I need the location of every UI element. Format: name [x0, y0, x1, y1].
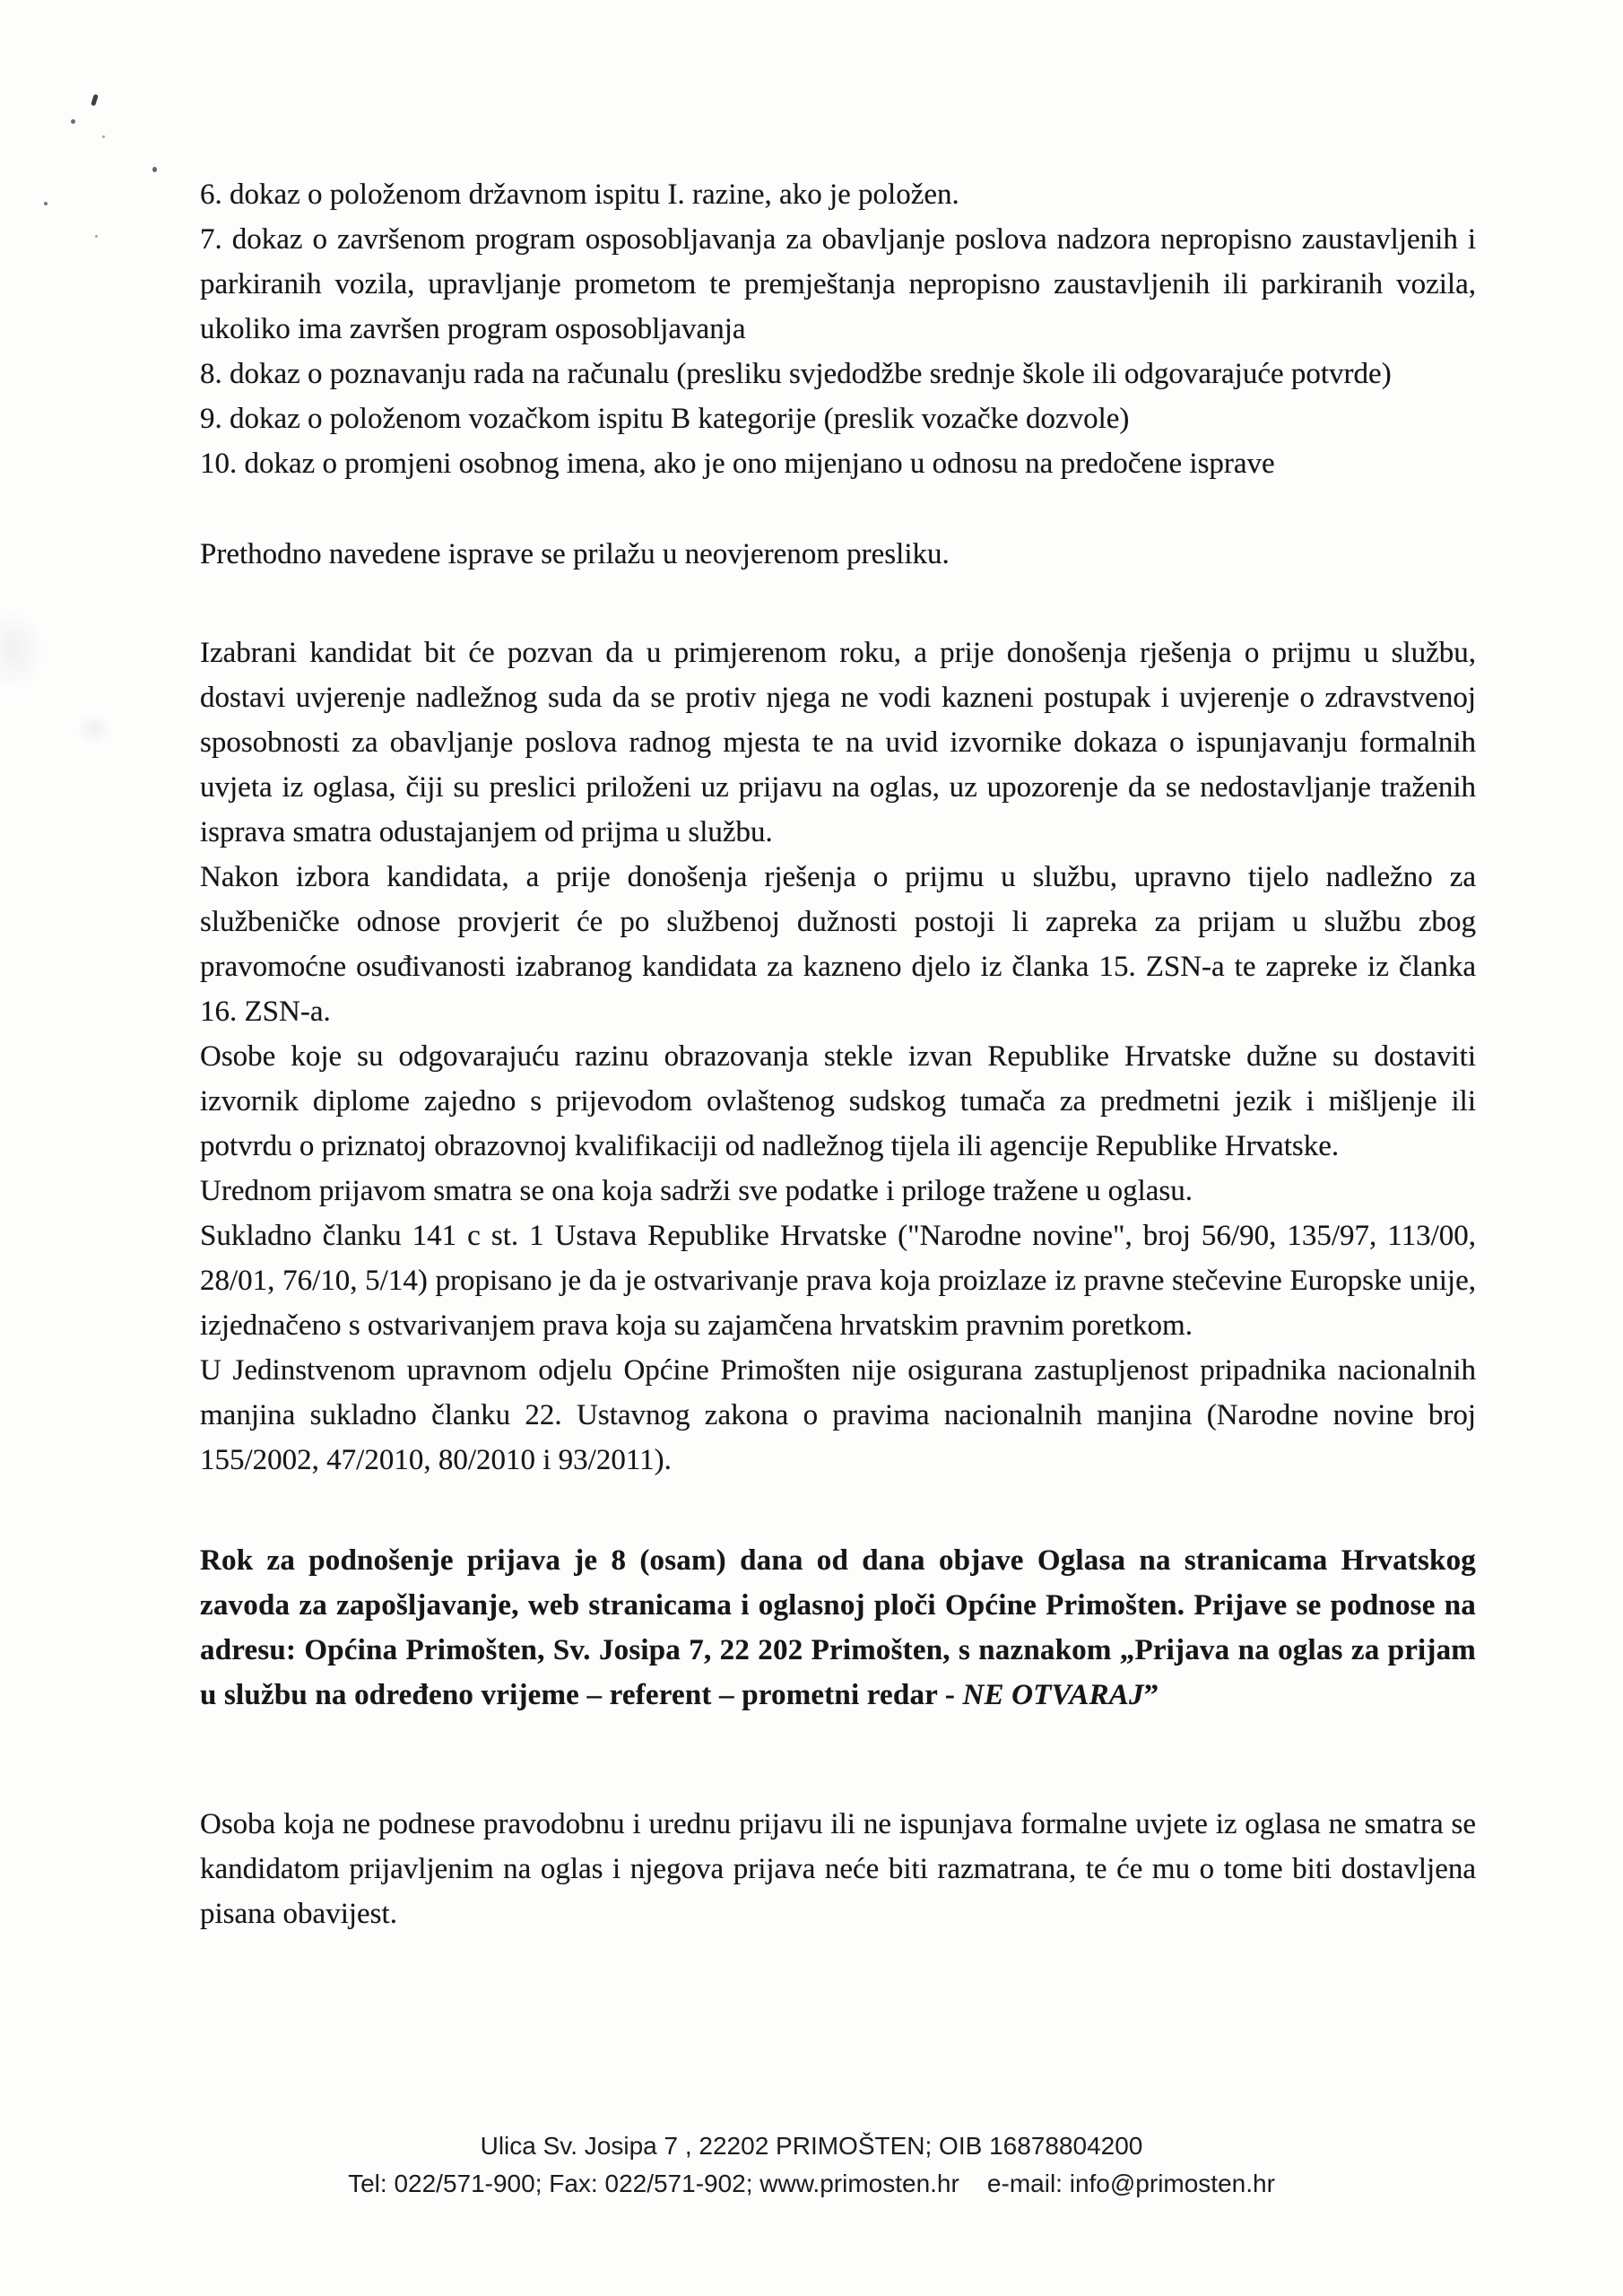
- scan-artifact-speck: [95, 235, 98, 238]
- paragraph-deadline-notice: [200, 1538, 1476, 1745]
- scan-artifact-apostrophe: [91, 94, 99, 107]
- paragraph-foreign-qualifications: Osobe koje su odgovarajuću razinu obrazovanja stekle izvan Republike Hrvatske dužne su dostaviti izvornik diplome zajedno s prijevodom ovlaštenog sudskog tumača za predmetni jezik i mišljenje ili potvrdu o priznatoj obrazovnoj kvalifikaciji od nadležnog tijela ili agencije Republike Hrvatske.: [200, 1040, 1476, 1162]
- list-item-10: 10. dokaz o promjeni osobnog imena, ako je ono mijenjano u odnosu na predočene isprave: [200, 448, 1275, 480]
- scan-artifact-smudge: [76, 713, 112, 745]
- do-not-open-label: NE OTVARAJ: [962, 1679, 1144, 1711]
- scan-artifact-speck: [102, 135, 105, 138]
- scan-artifact-speck: [44, 202, 48, 205]
- paragraph-criminal-record-check: Nakon izbora kandidata, a prije donošenja rješenja o prijmu u službu, upravno tijelo nadležno za službeničke odnose provjerit će po službenoj dužnosti postoji li zapreka za prijam u službu zbog pravomoćne osuđivanosti izabranog kandidata za kazneno djelo iz članka 15. ZSN-a te zapreke iz članka 16. ZSN-a.: [200, 861, 1476, 1028]
- scan-artifact-speck: [152, 167, 157, 172]
- closing-quote: ”: [1143, 1679, 1159, 1711]
- list-item-8: 8. dokaz o poznavanju rada na računalu (presliku svjedodžbe srednje škole ili odgovarajuće potvrde): [200, 358, 1392, 390]
- paragraph-national-minorities: U Jedinstvenom upravnom odjelu Općine Primošten nije osigurana zastupljenost pripadnika nacionalnih manjina sukladno članku 22. Ustavnog zakona o pravima nacionalnih manjina (Narodne novine broj 155/2002, 47/2010, 80/2010 i 93/2011).: [200, 1354, 1476, 1476]
- scan-artifact-smudge: [0, 610, 45, 691]
- list-item-6: 6. dokaz o položenom državnom ispitu I. razine, ako je položen.: [200, 178, 959, 211]
- deadline-notice-text: Rok za podnošenje prijava je 8 (osam) dana od dana objave Oglasa na stranicama Hrvatskog zavoda za zapošljavanje, web stranicama i oglasnoj ploči Općine Primošten. Prijave se podnose na adresu: Općina Primošten, Sv. Josipa 7, 22 202 Primošten, s naznakom „Prijava na oglas za prijam u službu na određeno vrijeme – referent – prometni redar -: [200, 1544, 1476, 1711]
- document-body: [200, 172, 1476, 1936]
- deadline-notice-paragraph: [200, 1538, 1476, 1718]
- footer-contact: Tel: 022/571-900; Fax: 022/571-902; www.primosten.hr e-mail: info@primosten.hr: [348, 2170, 1275, 2197]
- list-item-7: 7. dokaz o završenom program osposobljavanja za obavljanje poslova nadzora nepropisno zaustavljenih i parkiranih vozila, upravljanje prometom te premještanja nepropisno zaustavljenih ili parkiranih vozila, ukoliko ima završen program osposobljavanja: [200, 223, 1476, 345]
- paragraph-late-application: Osoba koja ne podnese pravodobnu i urednu prijavu ili ne ispunjava formalne uvjete iz oglasa ne smatra se kandidatom prijavljenim na oglas i njegova prijava neće biti razmatrana, te će mu o tome biti dostavljena pisana obavijest.: [200, 1808, 1476, 1930]
- list-item-9: 9. dokaz o položenom vozačkom ispitu B kategorije (preslik vozačke dozvole): [200, 403, 1130, 435]
- scan-artifact-speck: [71, 119, 75, 124]
- footer-address: Ulica Sv. Josipa 7 , 22202 PRIMOŠTEN; OIB 16878804200: [480, 2132, 1143, 2160]
- paragraph-valid-application: Urednom prijavom smatra se ona koja sadrži sve podatke i priloge tražene u oglasu.: [200, 1175, 1193, 1207]
- paragraph-selected-candidate: Izabrani kandidat bit će pozvan da u primjerenom roku, a prije donošenja rješenja o prijmu u službu, dostavi uvjerenje nadležnog suda da se protiv njega ne vodi kazneni postupak i uvjerenje o zdravstvenoj sposobnosti za obavljanje poslova radnog mjesta te na uvid izvornike dokaza o ispunjavanju formalnih uvjeta iz oglasa, čiji su preslici priloženi uz prijavu na oglas, uz upozorenje da se nedostavljanje traženih isprava smatra odustajanjem od prijma u službu.: [200, 637, 1476, 848]
- page-footer: [0, 2127, 1623, 2203]
- paragraph-enclosures-note: Prethodno navedene isprave se prilažu u neovjerenom presliku.: [200, 538, 950, 570]
- paragraph-eu-rights: Sukladno članku 141 c st. 1 Ustava Republike Hrvatske ("Narodne novine", broj 56/90, 135/97, 113/00, 28/01, 76/10, 5/14) propisano je da je ostvarivanje prava koja proizlaze iz pravne stečevine Europske unije, izjednačeno s ostvarivanjem prava koja su zajamčena hrvatskim pravnim poretkom.: [200, 1220, 1476, 1342]
